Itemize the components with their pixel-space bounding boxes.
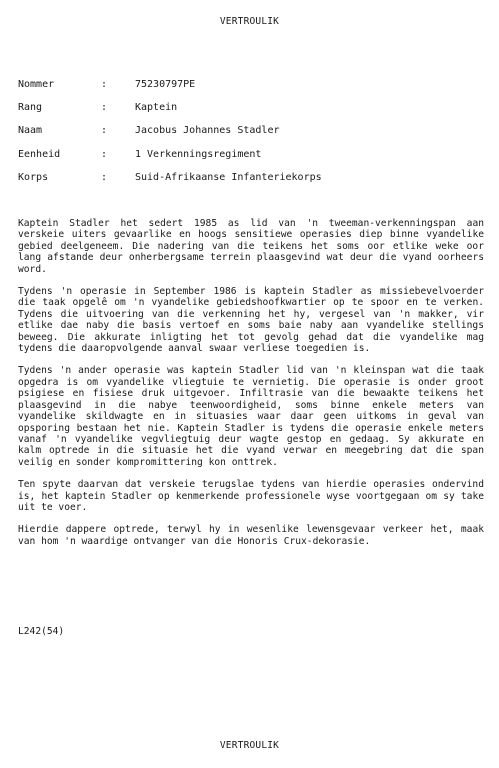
- paragraph-4: Ten spyte daarvan dat verskeie terugslae tydens van hierdie operasies ondervind is, het kaptein Stadler op kenmerkende professionele wyse voortgegaan om sy take uit te voer.: [18, 479, 484, 513]
- paragraph-5: Hierdie dappere optrede, terwyl hy in wesenlike lewensgevaar verkeer het, maak van hom 'n waardige ontvanger van die Honoris Crux-dekorasie.: [18, 524, 484, 547]
- field-separator: :: [101, 148, 108, 160]
- paragraph-3: Tydens 'n ander operasie was kaptein Stadler lid van 'n kleinspan wat die taak opgedra is om vyandelike vliegtuie te vernietig. Die operasie is onder groot psigiese en fisiese druk uitgevoer. Infiltrasie van die bewaakte teikens het plaasgevind in die nabye teenwoordigheid, soms binne enkele meters van vyandelike skildwagte en in situasies waar daar geen uitkoms in geval van opsporing bestaan het nie. Kaptein Stadler is tydens die operasie enkele meters vanaf 'n vyandelike vegvliegtuig deur wagte gestop en gedaag. Sy akkurate en kalm optrede in die situasie het die vyand verwar en meegebring dat die span veilig en sonder kompromittering kon onttrek.: [18, 365, 484, 468]
- document-reference: L242(54): [18, 626, 65, 637]
- field-separator: :: [101, 171, 108, 183]
- paragraph-1: Kaptein Stadler het sedert 1985 as lid van 'n tweeman-verkenningspan aan verskeie uiters gevaarlike en hoogs sensitiewe operasies diep binne vyandelike gebied deelgeneem. Die nadering van die teikens het soms oor etlike weke oor lang afstande deur onherbergsame terrein plaasgevind wat deur die vyand oorheers word.: [18, 218, 484, 275]
- field-label: Eenheid: [18, 148, 61, 160]
- classification-header: VERTROULIK: [219, 16, 280, 27]
- field-separator: :: [101, 125, 108, 137]
- field-value: Kaptein: [135, 102, 178, 114]
- field-row-korps: [18, 172, 488, 195]
- field-separator: :: [101, 102, 108, 114]
- paragraph-2: Tydens 'n operasie in September 1986 is kaptein Stadler as missiebevelvoerder die taak opgelê om 'n vyandelike gebiedshoofkwartier op te spoor en te verken. Tydens die uitvoering van die verkenning het hy, vergesel van 'n makker, vir etlike dae naby die basis vertoef en soms baie naby aan vyandelike stellings beweeg. Die akkurate inligting het tot gevolg gehad dat die vyandelike mag tydens die daaropvolgende aanval swaar verliese toegedien is.: [18, 286, 484, 355]
- field-value: Jacobus Johannes Stadler: [135, 125, 280, 137]
- field-row-rang: [18, 102, 488, 125]
- field-value: 75230797PE: [135, 79, 196, 90]
- field-row-naam: [18, 125, 488, 148]
- field-label: Nommer: [18, 79, 55, 90]
- field-label: Korps: [18, 171, 49, 183]
- personnel-fields: [18, 79, 488, 195]
- field-label: Naam: [18, 125, 43, 137]
- field-value: Suid-Afrikaanse Infanteriekorps: [135, 171, 322, 183]
- citation-body: [18, 218, 484, 558]
- field-label: Rang: [18, 102, 43, 114]
- classification-footer: VERTROULIK: [219, 740, 280, 751]
- field-separator: :: [101, 79, 108, 90]
- field-value: 1 Verkenningsregiment: [135, 148, 262, 160]
- field-row-nommer: [18, 79, 488, 102]
- field-row-eenheid: [18, 149, 488, 172]
